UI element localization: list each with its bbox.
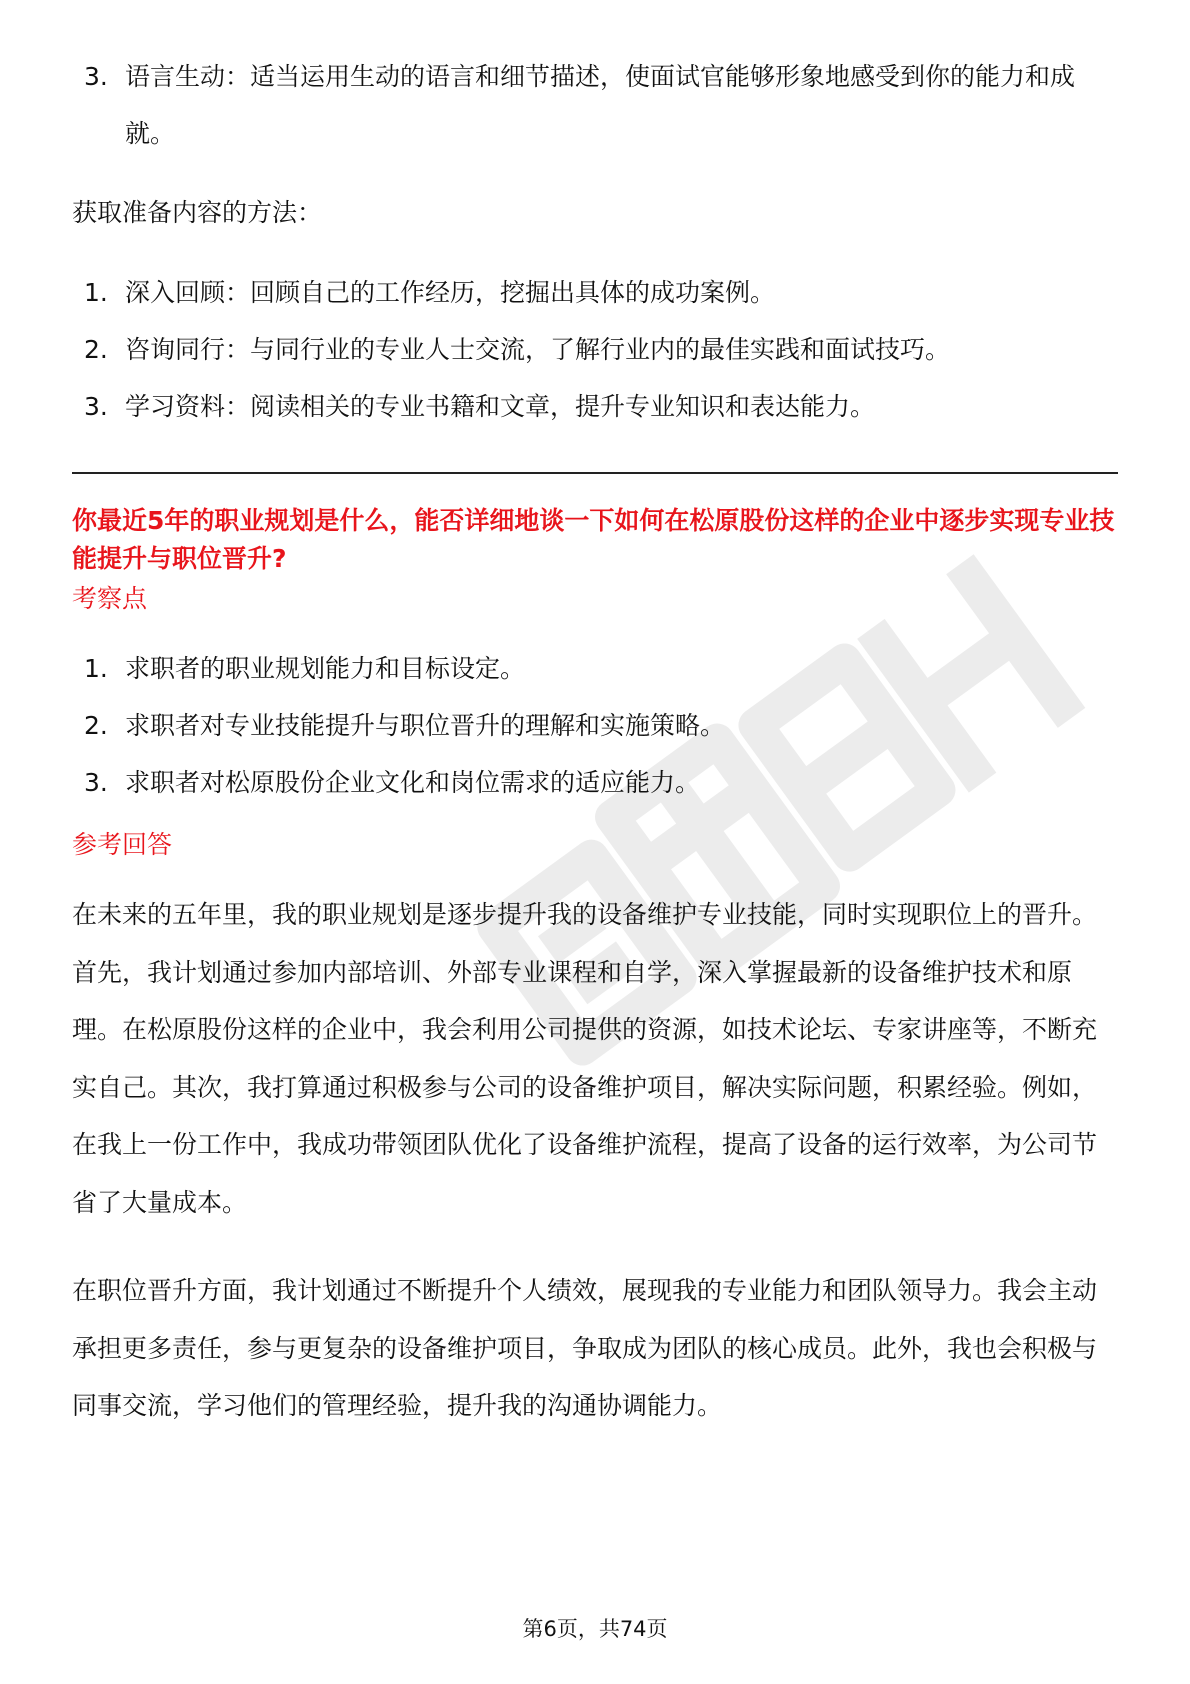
list-item-text: 求职者对松原股份企业文化和岗位需求的适应能力。 bbox=[125, 768, 701, 797]
list-item-text: 学习资料：阅读相关的专业书籍和文章，提升专业知识和表达能力。 bbox=[125, 392, 876, 421]
intro-list bbox=[84, 48, 1118, 162]
section-divider bbox=[72, 472, 1118, 474]
list-item-number: 3. bbox=[84, 768, 108, 797]
list-item-number: 2. bbox=[84, 711, 108, 740]
document-page bbox=[72, 0, 1118, 1684]
answer-paragraph: 在职位晋升方面，我计划通过不断提升个人绩效，展现我的专业能力和团队领导力。我会主动承担更多责任，参与更复杂的设备维护项目，争取成为团队的核心成员。此外，我也会积极与同事交流，学习他们的管理经验，提升我的沟通协调能力。 bbox=[72, 1276, 1098, 1420]
list-item-text: 求职者的职业规划能力和目标设定。 bbox=[125, 654, 526, 683]
list-item-text: 求职者对专业技能提升与职位晋升的理解和实施策略。 bbox=[125, 711, 726, 740]
list-item bbox=[84, 48, 1118, 162]
page-number: 第6页，共74页 bbox=[522, 1617, 668, 1641]
list-item-number: 2. bbox=[84, 335, 108, 364]
answer-heading: 参考回答 bbox=[72, 830, 173, 859]
list-item bbox=[84, 264, 1118, 321]
list-item-text: 深入回顾：回顾自己的工作经历，挖掘出具体的成功案例。 bbox=[125, 278, 776, 307]
exam-points-list bbox=[84, 640, 1118, 811]
methods-list bbox=[84, 264, 1118, 435]
list-item-number: 1. bbox=[84, 278, 108, 307]
methods-heading: 获取准备内容的方法： bbox=[72, 198, 323, 227]
list-item bbox=[84, 697, 1118, 754]
answer-paragraph: 在未来的五年里，我的职业规划是逐步提升我的设备维护专业技能，同时实现职位上的晋升。首先，我计划通过参加内部培训、外部专业课程和自学，深入掌握最新的设备维护技术和原理。在松原股份这样的企业中，我会利用公司提供的资源，如技术论坛、专家讲座等，不断充实自己。其次，我打算通过积极参与公司的设备维护项目，解决实际问题，积累经验。例如，在我上一份工作中，我成功带领团队优化了设备维护流程，提高了设备的运行效率，为公司节省了大量成本。 bbox=[72, 900, 1098, 1217]
exam-points-heading: 考察点 bbox=[72, 584, 148, 613]
list-item-number: 1. bbox=[84, 654, 108, 683]
list-item bbox=[84, 321, 1118, 378]
list-item bbox=[84, 754, 1118, 811]
list-item-text: 咨询同行：与同行业的专业人士交流，了解行业内的最佳实践和面试技巧。 bbox=[125, 335, 951, 364]
list-item bbox=[84, 378, 1118, 435]
list-item bbox=[84, 640, 1118, 697]
question-title: 你最近5年的职业规划是什么，能否详细地谈一下如何在松原股份这样的企业中逐步实现专业技能提升与职位晋升? bbox=[72, 506, 1115, 573]
list-item-text: 语言生动：适当运用生动的语言和细节描述，使面试官能够形象地感受到你的能力和成就。 bbox=[125, 62, 1076, 148]
list-item-number: 3. bbox=[84, 392, 108, 421]
list-item-number: 3. bbox=[84, 62, 108, 91]
